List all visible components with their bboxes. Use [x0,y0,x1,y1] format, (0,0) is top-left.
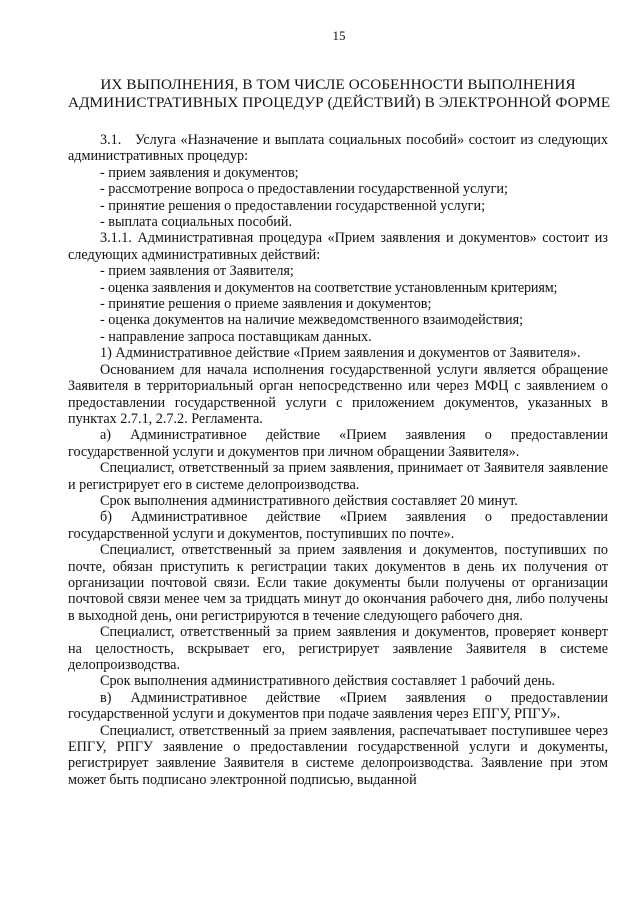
paragraph-3-1-1: 3.1.1. Административная процедура «Прием заявления и документов» состоит из следующих административных действий: [68,230,608,263]
paragraph-envelope-check: Специалист, ответственный за прием заявления и документов, проверяет конверт на целостность, вскрывает его, регистрирует заявление Заявителя в системе делопроизводства. [68,624,608,673]
paragraph-action-v: в) Административное действие «Прием заявления о предоставлении государственной услуги и документов при подаче заявления через ЕПГУ, РПГУ». [68,689,608,723]
list-item: - рассмотрение вопроса о предоставлении государственной услуги; [100,181,508,198]
paragraph-deadline-a: Срок выполнения административного действия составляет 20 минут. [100,492,518,509]
document-page [68,28,611,788]
section-heading [68,76,611,112]
list-item: - прием заявления и документов; [100,164,299,181]
list-item: - направление запроса поставщикам данных. [100,328,372,345]
paragraph-3-1: 3.1. Услуга «Назначение и выплата социальных пособий» состоит из следующих административных процедур: [68,132,608,165]
paragraph-deadline-b: Срок выполнения административного действия составляет 1 рабочий день. [100,673,556,690]
document-body [68,132,608,788]
list-item: - принятие решения о предоставлении государственной услуги; [100,197,486,214]
paragraph-specialist-b: Специалист, ответственный за прием заявления и документов, поступивших по почте, обязан приступить к регистрации таких документов в день их получения от организации почтовой связи. Если такие документы были получены от организации почтовой связи менее чем за тридцать минут до окончания рабочего дня, либо получены в выходной день, они регистрируются в течение следующего рабочего дня. [68,542,608,624]
list-item: - оценка документов на наличие межведомственного взаимодействия; [100,312,524,329]
paragraph-basis: Основанием для начала исполнения государственной услуги является обращение Заявителя в территориальный орган непосредственно или через МФЦ с заявлением о предоставлении государственной услуги с приложением документов, указанных в пунктах 2.7.1, 2.7.2. Регламента. [68,361,608,427]
paragraph-action-a: а) Административное действие «Прием заявления о предоставлении государственной услуги и документов при личном обращении Заявителя». [68,427,608,460]
page-number: 15 [332,28,346,43]
list-item: - оценка заявления и документов на соответствие установленным критериям; [100,279,558,296]
paragraph-action-1: 1) Административное действие «Прием заявления и документов от Заявителя». [100,345,581,362]
heading-line-2: АДМИНИСТРАТИВНЫХ ПРОЦЕДУР (ДЕЙСТВИЙ) В ЭЛЕКТРОННОЙ ФОРМЕ [68,94,611,111]
paragraph-specialist-v: Специалист, ответственный за прием заявления, распечатывает поступившее через ЕПГУ, РПГУ заявление о предоставлении государственной услуги и документы, регистрирует заявление Заявителя в системе делопроизводства. Заявление при этом может быть подписано электронной подписью, выданной [68,722,608,788]
heading-line-1: ИХ ВЫПОЛНЕНИЯ, В ТОМ ЧИСЛЕ ОСОБЕННОСТИ ВЫПОЛНЕНИЯ [100,76,576,93]
list-item: - выплата социальных пособий. [100,214,293,231]
list-item: - прием заявления от Заявителя; [100,263,294,280]
paragraph-specialist-a: Специалист, ответственный за прием заявления, принимает от Заявителя заявление и регистрирует его в системе делопроизводства. [68,460,608,493]
list-item: - принятие решения о приеме заявления и документов; [100,296,432,313]
paragraph-action-b: б) Административное действие «Прием заявления о предоставлении государственной услуги и документов, поступивших по почте». [68,509,608,542]
